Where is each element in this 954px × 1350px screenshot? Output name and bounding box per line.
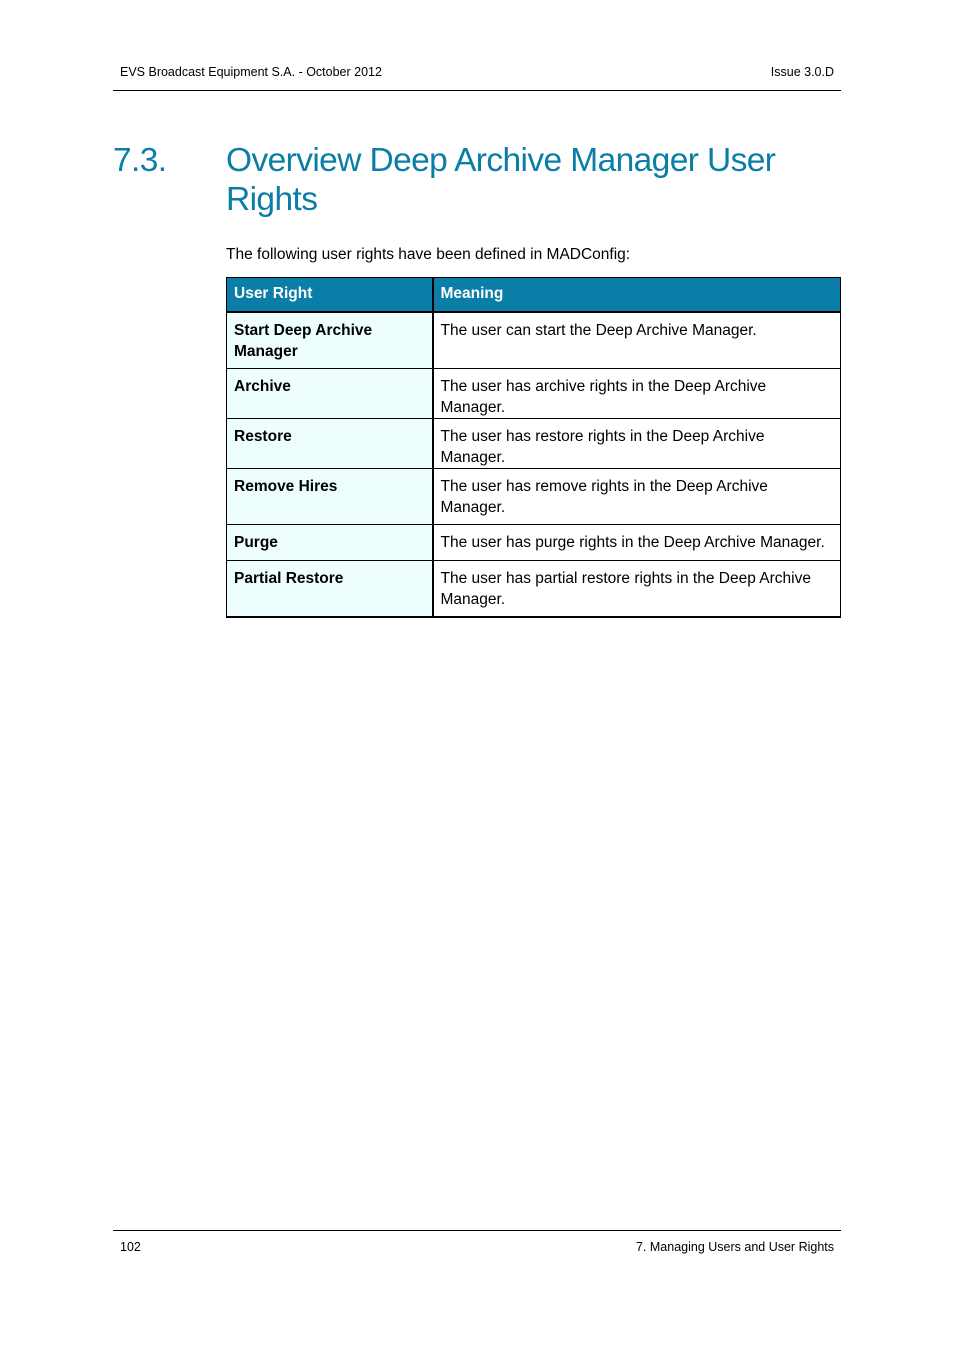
table-row: [227, 561, 841, 618]
user-rights-table: [226, 277, 841, 618]
footer-chapter: 7. Managing Users and User Rights: [635, 1240, 834, 1254]
page-header: [113, 64, 841, 91]
header-issue: Issue 3.0.D: [770, 65, 834, 79]
page-number: 102: [120, 1240, 141, 1254]
table-row: [227, 525, 841, 561]
table-row: [227, 469, 841, 525]
page-footer: [113, 1230, 841, 1254]
user-right-cell: Restore: [227, 419, 433, 469]
column-header-meaning: Meaning: [433, 278, 841, 313]
table-row: [227, 312, 841, 369]
table-header-row: [227, 278, 841, 313]
meaning-cell: The user has remove rights in the Deep Archive Manager.: [433, 469, 841, 525]
meaning-cell: The user has purge rights in the Deep Archive Manager.: [433, 525, 841, 561]
table-row: [227, 369, 841, 419]
user-right-cell: Partial Restore: [227, 561, 433, 618]
column-header-user-right: User Right: [227, 278, 433, 313]
table-row: [227, 419, 841, 469]
user-right-cell: Archive: [227, 369, 433, 419]
meaning-cell: The user has partial restore rights in the Deep Archive Manager.: [433, 561, 841, 618]
meaning-cell: The user can start the Deep Archive Manager.: [433, 312, 841, 369]
user-right-cell: Purge: [227, 525, 433, 561]
header-company-date: EVS Broadcast Equipment S.A. - October 2012: [120, 65, 382, 79]
section-title: Overview Deep Archive Manager User Rights: [226, 142, 776, 218]
meaning-cell: The user has restore rights in the Deep Archive Manager.: [433, 419, 841, 469]
meaning-cell: The user has archive rights in the Deep Archive Manager.: [433, 369, 841, 419]
user-right-cell: Start Deep Archive Manager: [227, 312, 433, 369]
intro-paragraph: The following user rights have been defined in MADConfig:: [226, 246, 631, 263]
user-right-cell: Remove Hires: [227, 469, 433, 525]
section-number: 7.3.: [113, 142, 167, 179]
